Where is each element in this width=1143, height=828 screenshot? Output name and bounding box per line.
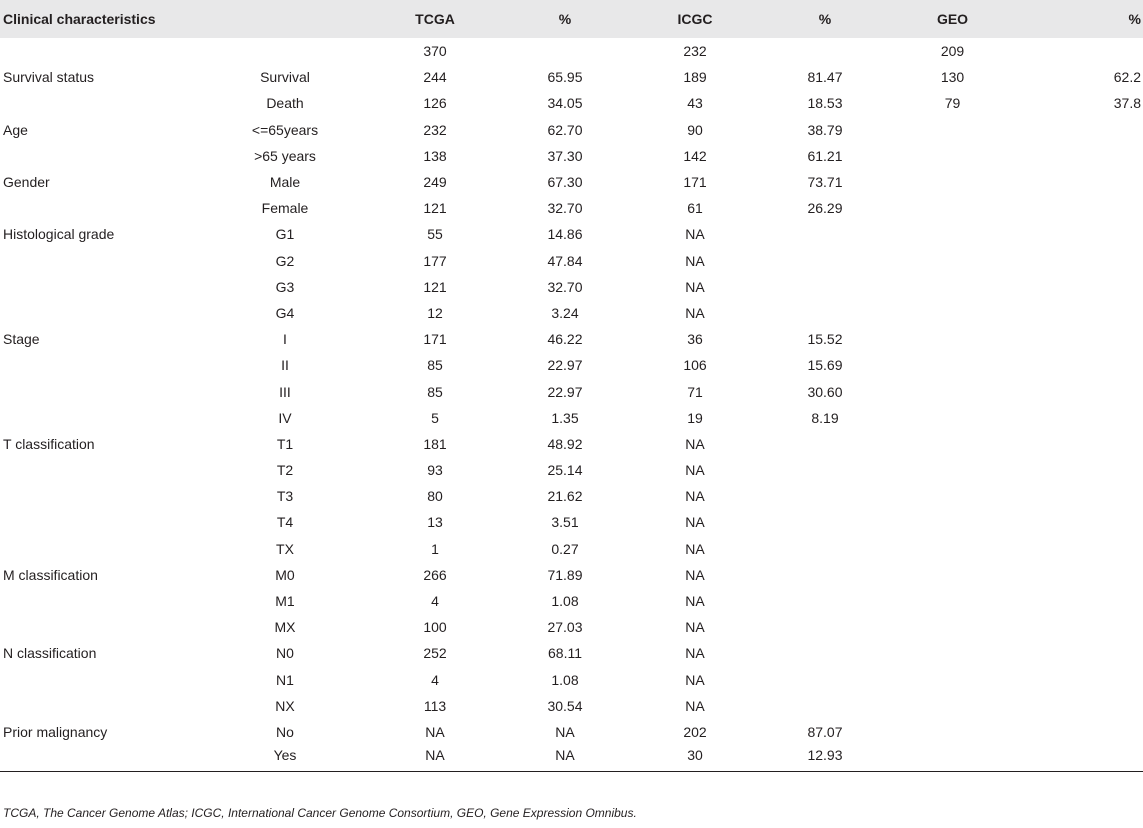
cell-characteristic	[0, 509, 200, 535]
cell-tcga: NA	[425, 723, 445, 740]
cell-subcategory: MX	[274, 619, 296, 636]
cell-tcga-percent: 37.30	[547, 147, 583, 164]
cell-geo	[890, 588, 1015, 614]
cell-tcga: 244	[423, 69, 447, 86]
cell-characteristic: T classification	[3, 435, 95, 452]
cell-geo	[890, 117, 1015, 143]
table-row	[0, 352, 1143, 378]
table-row	[0, 693, 1143, 719]
cell-tcga: 4	[431, 593, 439, 610]
cell-geo-percent	[1015, 300, 1143, 326]
cell-subcategory: IV	[278, 409, 292, 426]
cell-icgc: NA	[685, 566, 705, 583]
cell-tcga-percent: 3.51	[551, 514, 579, 531]
table-row	[0, 588, 1143, 614]
cell-geo	[890, 509, 1015, 535]
cell-subcategory: Female	[261, 200, 309, 217]
cell-icgc-percent	[760, 614, 890, 640]
cell-subcategory: III	[279, 383, 291, 400]
cell-icgc: NA	[685, 671, 705, 688]
cell-geo	[890, 352, 1015, 378]
cell-tcga-percent: 46.22	[547, 331, 583, 348]
cell-geo-percent	[1015, 667, 1143, 693]
cell-icgc: NA	[685, 697, 705, 714]
cell-tcga-percent: 32.70	[547, 200, 583, 217]
cell-tcga: 12	[427, 304, 443, 321]
cell-geo-percent	[1015, 143, 1143, 169]
cell-subcategory: G4	[275, 304, 295, 321]
table-row	[0, 64, 1143, 90]
cell-geo	[890, 300, 1015, 326]
cell-icgc: NA	[685, 226, 705, 243]
cell-subcategory: M1	[275, 593, 295, 610]
header-clinical-characteristics: Clinical characteristics	[3, 11, 156, 27]
table-row	[0, 719, 1143, 745]
cell-geo-percent	[1015, 640, 1143, 666]
cell-tcga: 85	[427, 383, 443, 400]
cell-subcategory: No	[276, 723, 294, 740]
cell-tcga-percent: 48.92	[547, 435, 583, 452]
cell-subcategory: Male	[269, 174, 301, 191]
cell-tcga-percent: 22.97	[547, 383, 583, 400]
table-row	[0, 405, 1143, 431]
cell-subcategory	[200, 38, 370, 64]
cell-geo-percent	[1015, 117, 1143, 143]
cell-characteristic	[0, 90, 200, 116]
table-row	[0, 483, 1143, 509]
cell-icgc: 202	[683, 723, 707, 740]
cell-characteristic	[0, 143, 200, 169]
cell-characteristic	[0, 588, 200, 614]
cell-characteristic	[0, 667, 200, 693]
cell-geo-percent	[1015, 378, 1143, 404]
cell-icgc: NA	[685, 435, 705, 452]
cell-geo	[890, 640, 1015, 666]
cell-tcga: 100	[423, 619, 447, 636]
cell-characteristic: N classification	[3, 645, 97, 662]
table-row	[0, 195, 1143, 221]
table-row	[0, 90, 1143, 116]
cell-icgc: 19	[687, 409, 703, 426]
cell-subcategory: Survival	[260, 69, 310, 86]
cell-icgc: NA	[685, 488, 705, 505]
cell-characteristic	[0, 378, 200, 404]
cell-geo-percent	[1015, 38, 1143, 64]
cell-icgc: 43	[687, 95, 703, 112]
cell-icgc-percent	[760, 248, 890, 274]
cell-geo: 79	[944, 95, 961, 112]
cell-geo-percent	[1015, 169, 1143, 195]
cell-geo: 209	[940, 43, 965, 60]
cell-icgc-percent: 15.69	[807, 357, 843, 374]
table-row	[0, 667, 1143, 693]
cell-geo	[890, 221, 1015, 247]
cell-tcga-percent: 1.35	[551, 409, 579, 426]
cell-geo: 130	[940, 69, 965, 86]
cell-icgc-percent: 15.52	[807, 331, 843, 348]
header-geo: GEO	[936, 11, 969, 27]
cell-tcga: 249	[423, 174, 447, 191]
cell-tcga-percent: NA	[555, 723, 575, 740]
cell-tcga-percent: 32.70	[547, 278, 583, 295]
cell-tcga: 266	[423, 566, 447, 583]
table-row	[0, 274, 1143, 300]
cell-tcga: 126	[423, 95, 447, 112]
cell-tcga-percent	[500, 38, 630, 64]
cell-icgc-percent	[760, 300, 890, 326]
cell-tcga-percent: 0.27	[551, 540, 579, 557]
cell-tcga: 370	[423, 43, 447, 60]
cell-icgc: 106	[683, 357, 707, 374]
cell-subcategory: II	[281, 357, 289, 374]
cell-geo	[890, 195, 1015, 221]
cell-geo	[890, 745, 1015, 771]
cell-icgc-percent	[760, 536, 890, 562]
table-row	[0, 614, 1143, 640]
cell-icgc: NA	[685, 619, 705, 636]
cell-subcategory: G3	[275, 278, 295, 295]
cell-geo-percent	[1015, 536, 1143, 562]
cell-tcga-percent: 21.62	[547, 488, 583, 505]
cell-geo	[890, 614, 1015, 640]
cell-tcga-percent: 3.24	[551, 304, 579, 321]
cell-geo-percent	[1015, 405, 1143, 431]
cell-icgc: NA	[685, 304, 705, 321]
cell-geo-percent	[1015, 693, 1143, 719]
cell-tcga: 55	[427, 226, 443, 243]
cell-geo	[890, 169, 1015, 195]
cell-tcga-percent: NA	[555, 746, 575, 763]
table-row	[0, 536, 1143, 562]
cell-characteristic	[0, 536, 200, 562]
cell-subcategory: M0	[275, 566, 295, 583]
cell-icgc: NA	[685, 540, 705, 557]
cell-geo-percent: 37.8	[1113, 95, 1141, 112]
cell-characteristic	[0, 352, 200, 378]
cell-icgc: 171	[683, 174, 707, 191]
cell-tcga-percent: 14.86	[547, 226, 583, 243]
cell-subcategory: I	[283, 331, 287, 348]
cell-geo-percent	[1015, 326, 1143, 352]
table-row	[0, 143, 1143, 169]
cell-tcga-percent: 34.05	[547, 95, 583, 112]
cell-icgc: 189	[683, 69, 707, 86]
cell-icgc: NA	[685, 252, 705, 269]
cell-characteristic: Stage	[3, 331, 40, 348]
cell-subcategory: T2	[276, 462, 294, 479]
cell-subcategory: G2	[275, 252, 295, 269]
cell-tcga: 121	[423, 278, 447, 295]
cell-tcga: 232	[423, 121, 447, 138]
table-row	[0, 38, 1143, 64]
cell-tcga: NA	[425, 746, 445, 763]
cell-geo	[890, 274, 1015, 300]
cell-tcga: 252	[423, 645, 447, 662]
cell-geo	[890, 536, 1015, 562]
cell-characteristic: Prior malignancy	[3, 723, 108, 740]
cell-characteristic: M classification	[3, 566, 98, 583]
cell-tcga-percent: 47.84	[547, 252, 583, 269]
header-icgc-percent: %	[818, 11, 832, 27]
cell-icgc: 30	[687, 746, 703, 763]
table-row	[0, 640, 1143, 666]
cell-icgc: NA	[685, 514, 705, 531]
cell-icgc-percent	[760, 457, 890, 483]
table-row	[0, 117, 1143, 143]
cell-icgc-percent: 26.29	[807, 200, 843, 217]
cell-geo	[890, 667, 1015, 693]
cell-subcategory: G1	[275, 226, 295, 243]
cell-subcategory: <=65years	[251, 121, 319, 138]
cell-tcga-percent: 30.54	[547, 697, 583, 714]
cell-geo-percent	[1015, 431, 1143, 457]
table-row	[0, 745, 1143, 771]
cell-icgc-percent: 8.19	[811, 409, 839, 426]
table-row	[0, 248, 1143, 274]
cell-geo	[890, 326, 1015, 352]
cell-tcga-percent: 27.03	[547, 619, 583, 636]
cell-characteristic	[0, 745, 200, 771]
cell-geo-percent: 62.2	[1113, 69, 1141, 86]
cell-characteristic: Age	[3, 121, 28, 138]
cell-icgc-percent	[760, 221, 890, 247]
cell-icgc-percent	[760, 667, 890, 693]
cell-characteristic	[0, 248, 200, 274]
cell-geo	[890, 693, 1015, 719]
cell-geo	[890, 562, 1015, 588]
cell-geo-percent	[1015, 248, 1143, 274]
table-row	[0, 457, 1143, 483]
cell-characteristic	[0, 38, 200, 64]
cell-icgc-percent: 87.07	[807, 723, 843, 740]
cell-icgc-percent	[760, 562, 890, 588]
table-row	[0, 300, 1143, 326]
cell-characteristic: Gender	[3, 174, 50, 191]
cell-geo	[890, 483, 1015, 509]
cell-tcga: 171	[423, 331, 447, 348]
table-row	[0, 326, 1143, 352]
cell-characteristic: Histological grade	[3, 226, 115, 243]
cell-geo-percent	[1015, 719, 1143, 745]
cell-tcga: 113	[423, 697, 447, 714]
cell-subcategory: Yes	[273, 746, 297, 763]
cell-tcga: 177	[423, 252, 447, 269]
cell-icgc-percent	[760, 38, 890, 64]
cell-geo-percent	[1015, 352, 1143, 378]
header-tcga: TCGA	[415, 11, 455, 27]
cell-subcategory: Death	[266, 95, 304, 112]
cell-characteristic	[0, 457, 200, 483]
cell-tcga: 93	[427, 462, 443, 479]
cell-geo-percent	[1015, 509, 1143, 535]
cell-icgc-percent	[760, 588, 890, 614]
cell-tcga-percent: 25.14	[547, 462, 583, 479]
cell-tcga: 1	[431, 540, 439, 557]
header-subcategory	[200, 0, 370, 38]
cell-geo-percent	[1015, 195, 1143, 221]
cell-icgc-percent: 38.79	[807, 121, 843, 138]
cell-icgc: 232	[683, 43, 707, 60]
cell-geo	[890, 431, 1015, 457]
cell-tcga: 181	[423, 435, 447, 452]
cell-icgc: NA	[685, 278, 705, 295]
cell-icgc: 90	[687, 121, 703, 138]
cell-tcga-percent: 22.97	[547, 357, 583, 374]
cell-tcga-percent: 68.11	[548, 645, 582, 662]
table-row	[0, 431, 1143, 457]
cell-subcategory: T4	[276, 514, 294, 531]
cell-characteristic: Survival status	[3, 69, 95, 86]
cell-icgc-percent	[760, 431, 890, 457]
cell-icgc: NA	[685, 593, 705, 610]
table-row	[0, 562, 1143, 588]
table-row	[0, 221, 1143, 247]
cell-geo	[890, 378, 1015, 404]
cell-tcga: 4	[431, 671, 439, 688]
table-header-row	[0, 0, 1143, 38]
cell-geo-percent	[1015, 588, 1143, 614]
cell-geo-percent	[1015, 562, 1143, 588]
cell-characteristic	[0, 300, 200, 326]
header-icgc: ICGC	[677, 11, 713, 27]
cell-icgc-percent: 12.93	[807, 746, 843, 763]
cell-tcga: 121	[423, 200, 447, 217]
cell-icgc-percent	[760, 509, 890, 535]
cell-tcga: 85	[427, 357, 443, 374]
cell-characteristic	[0, 483, 200, 509]
cell-icgc: NA	[685, 462, 705, 479]
cell-icgc-percent: 73.71	[807, 174, 843, 191]
cell-subcategory: N0	[276, 645, 294, 662]
cell-geo	[890, 719, 1015, 745]
cell-geo-percent	[1015, 483, 1143, 509]
cell-tcga-percent: 71.89	[547, 566, 583, 583]
cell-tcga-percent: 1.08	[551, 593, 579, 610]
cell-tcga: 80	[427, 488, 443, 505]
cell-subcategory: >65 years	[254, 147, 316, 164]
cell-tcga-percent: 67.30	[547, 174, 583, 191]
cell-icgc-percent: 61.21	[807, 147, 843, 164]
cell-icgc-percent	[760, 483, 890, 509]
cell-subcategory: T3	[276, 488, 294, 505]
table-row	[0, 509, 1143, 535]
cell-subcategory: TX	[276, 540, 294, 557]
cell-geo-percent	[1015, 614, 1143, 640]
cell-characteristic	[0, 693, 200, 719]
cell-geo	[890, 143, 1015, 169]
header-tcga-percent: %	[558, 11, 572, 27]
cell-subcategory: N1	[276, 671, 294, 688]
cell-tcga-percent: 62.70	[547, 121, 583, 138]
cell-geo-percent	[1015, 221, 1143, 247]
cell-icgc-percent: 81.47	[807, 69, 843, 86]
cell-characteristic	[0, 195, 200, 221]
cell-icgc: 61	[687, 200, 703, 217]
cell-icgc-percent	[760, 693, 890, 719]
cell-icgc-percent: 30.60	[807, 383, 843, 400]
table-row	[0, 378, 1143, 404]
cell-tcga-percent: 65.95	[547, 69, 583, 86]
header-geo-percent: %	[1128, 11, 1141, 27]
cell-characteristic	[0, 614, 200, 640]
cell-tcga-percent: 1.08	[551, 671, 579, 688]
cell-characteristic	[0, 274, 200, 300]
cell-icgc: 71	[687, 383, 703, 400]
cell-icgc-percent	[760, 274, 890, 300]
cell-geo-percent	[1015, 457, 1143, 483]
cell-icgc: 142	[683, 147, 707, 164]
cell-icgc: NA	[685, 645, 705, 662]
cell-subcategory: T1	[276, 435, 294, 452]
table-row	[0, 169, 1143, 195]
cell-icgc-percent: 18.53	[807, 95, 843, 112]
cell-geo	[890, 248, 1015, 274]
table-footnote: TCGA, The Cancer Genome Atlas; ICGC, International Cancer Genome Consortium, GEO, Gene Expression Omnibus.	[3, 806, 637, 820]
cell-icgc-percent	[760, 640, 890, 666]
cell-subcategory: NX	[275, 697, 295, 714]
cell-geo	[890, 457, 1015, 483]
cell-characteristic	[0, 405, 200, 431]
cell-tcga: 13	[427, 514, 443, 531]
table-body	[0, 38, 1143, 771]
cell-tcga: 5	[431, 409, 439, 426]
cell-geo	[890, 405, 1015, 431]
cell-geo-percent	[1015, 745, 1143, 771]
cell-icgc: 36	[687, 331, 703, 348]
cell-tcga: 138	[423, 147, 447, 164]
cell-geo-percent	[1015, 274, 1143, 300]
